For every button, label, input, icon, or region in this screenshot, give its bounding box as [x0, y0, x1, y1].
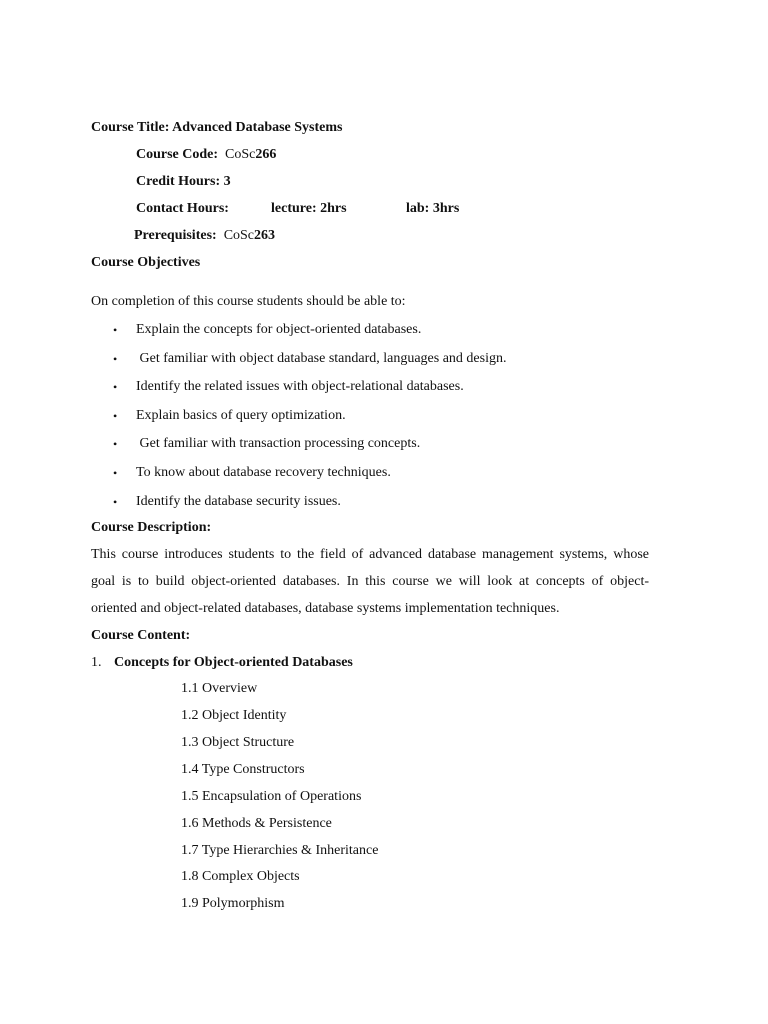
- prerequisites-number: 263: [254, 228, 276, 243]
- subsection-item: 1.5 Encapsulation of Operations: [181, 789, 362, 804]
- bullet-icon: •: [113, 495, 118, 509]
- objective-item: To know about database recovery techniques.: [136, 465, 391, 480]
- description-line: goal is to build object-oriented databases. In this course we will look at concepts of object-: [91, 574, 649, 589]
- description-line: oriented and object-related databases, database systems implementation techniques.: [91, 601, 560, 616]
- contact-hours-label: Contact Hours:: [136, 201, 229, 216]
- contact-hours-lecture: lecture: 2hrs: [271, 201, 347, 216]
- credit-hours: [136, 173, 231, 191]
- bullet-icon: •: [113, 323, 118, 337]
- course-code-prefix: CoSc: [225, 147, 256, 162]
- objective-item: Identify the database security issues.: [136, 494, 341, 509]
- bullet-icon: •: [113, 352, 118, 366]
- content-heading: Course Content:: [91, 628, 191, 643]
- prerequisites: [134, 227, 275, 245]
- subsection-item: 1.3 Object Structure: [181, 735, 295, 750]
- subsection-item: 1.7 Type Hierarchies & Inheritance: [181, 843, 379, 858]
- bullet-icon: •: [113, 466, 118, 480]
- bullet-icon: •: [113, 409, 118, 423]
- subsection-item: 1.1 Overview: [181, 681, 258, 696]
- course-code: [136, 146, 276, 164]
- objective-item: Explain the concepts for object-oriented databases.: [136, 322, 422, 337]
- subsection-item: 1.4 Type Constructors: [181, 762, 305, 777]
- subsection-item: 1.9 Polymorphism: [181, 896, 285, 911]
- objective-item: Explain basics of query optimization.: [136, 408, 346, 423]
- subsection-item: 1.2 Object Identity: [181, 708, 287, 723]
- objectives-intro: On completion of this course students should be able to:: [91, 294, 406, 309]
- subsection-item: 1.6 Methods & Persistence: [181, 816, 332, 831]
- objective-item: Identify the related issues with object-relational databases.: [136, 379, 464, 394]
- contact-hours-lab: lab: 3hrs: [406, 201, 460, 216]
- description-line: This course introduces students to the field of advanced database management systems, whose: [91, 547, 649, 562]
- chapter-number: 1.: [91, 655, 102, 670]
- objective-item: Get familiar with object database standard, languages and design.: [136, 351, 507, 366]
- bullet-icon: •: [113, 380, 118, 394]
- credit-hours-value: 3: [223, 174, 231, 189]
- bullet-icon: •: [113, 437, 118, 451]
- course-code-label: Course Code:: [136, 147, 219, 162]
- credit-hours-label: Credit Hours:: [136, 174, 221, 189]
- objectives-heading: Course Objectives: [91, 255, 201, 270]
- prerequisites-prefix: CoSc: [223, 228, 255, 243]
- prerequisites-label: Prerequisites:: [134, 228, 217, 243]
- course-title-label: Course Title:: [91, 120, 170, 135]
- subsection-item: 1.8 Complex Objects: [181, 869, 300, 884]
- chapter-title: Concepts for Object-oriented Databases: [114, 655, 353, 670]
- description-heading: Course Description:: [91, 520, 212, 535]
- course-title: [91, 119, 343, 137]
- course-code-number: 266: [255, 147, 277, 162]
- objective-item: Get familiar with transaction processing concepts.: [136, 436, 421, 451]
- course-title-value: Advanced Database Systems: [172, 120, 343, 135]
